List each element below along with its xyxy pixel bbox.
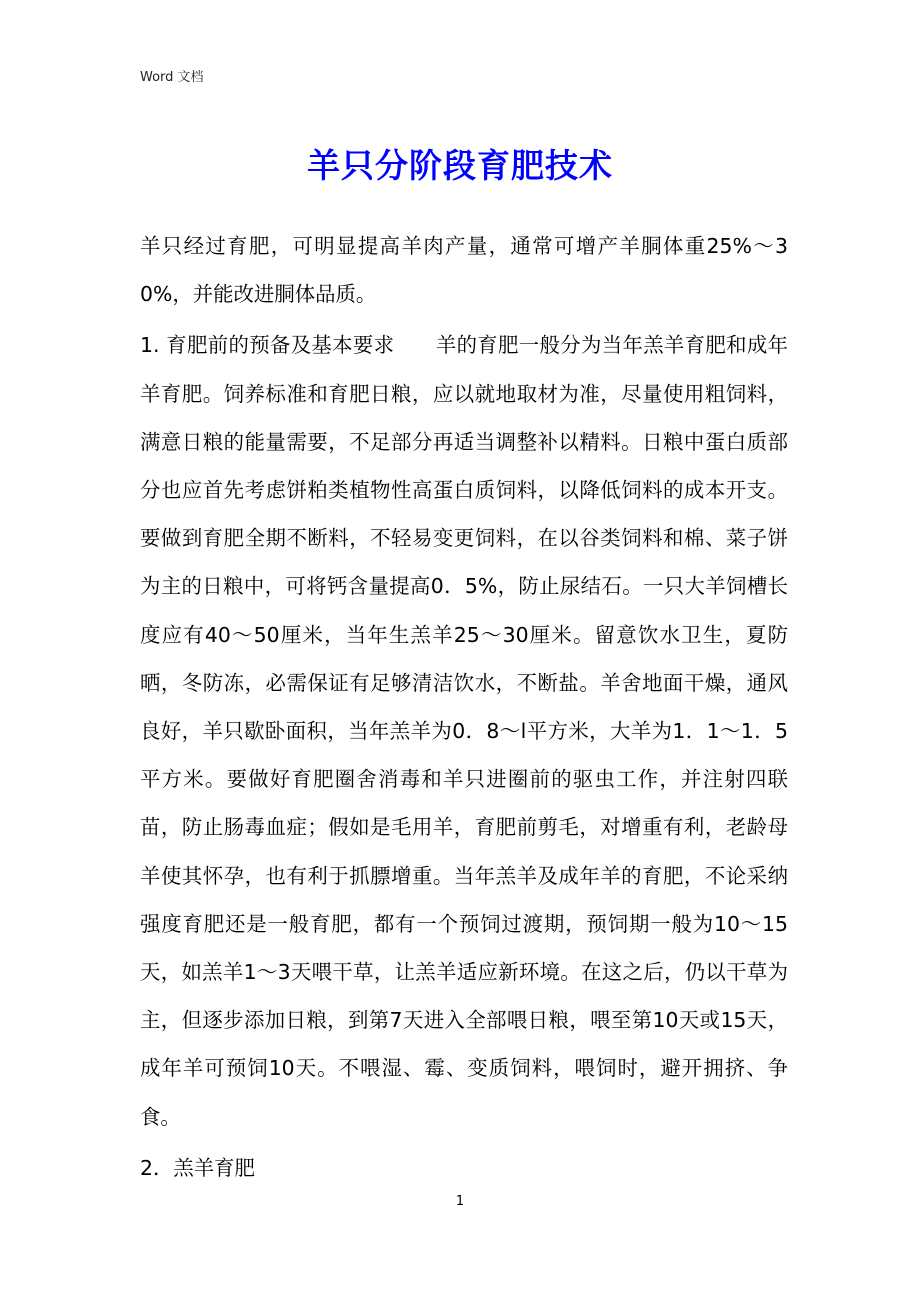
document-body: [140, 222, 788, 1192]
document-header-label: Word 文档: [140, 70, 204, 85]
section-1-paragraph: 1. 育肥前的预备及基本要求 羊的育肥一般分为当年羔羊育肥和成年羊育肥。饲养标准和育肥日粮，应以就地取材为准，尽量使用粗饲料，满意日粮的能量需要，不足部分再适当调整补以精料。日粮中蛋白质部分也应首先考虑饼粕类植物性高蛋白质饲料，以降低饲料的成本开支。要做到育肥全期不断料，不轻易变更饲料，在以谷类饲料和棉、菜子饼为主的日粮中，可将钙含量提高0．5%，防止尿结石。一只大羊饲槽长度应有40～50厘米，当年生羔羊25～30厘米。留意饮水卫生，夏防晒，冬防冻，必需保证有足够清洁饮水，不断盐。羊舍地面干燥，通风良好，羊只歇卧面积，当年羔羊为0．8～l平方米，大羊为1．1～1．5平方米。要做好育肥圈舍消毒和羊只进圈前的驱虫工作，并注射四联苗，防止肠毒血症；假如是毛用羊，育肥前剪毛，对增重有利，老龄母羊使其怀孕，也有利于抓膘增重。当年羔羊及成年羊的育肥，不论采纳强度育肥还是一般育肥，都有一个预饲过渡期，预饲期一般为10～15天，如羔羊1～3天喂干草，让羔羊适应新环境。在这之后，仍以干草为主，但逐步添加日粮，到第7天进入全部喂日粮，喂至第10天或15天，成年羊可预饲10天。不喂湿、霉、变质饲料，喂饲时，避开拥挤、争食。: [140, 333, 788, 1129]
intro-paragraph: 羊只经过育肥，可明显提高羊肉产量，通常可增产羊胴体重25%～30%，并能改进胴体品质。: [140, 234, 788, 307]
section-2-heading: 2．羔羊育肥: [140, 1155, 255, 1180]
page-number: 1: [455, 1194, 465, 1209]
document-title: 羊只分阶段育肥技术: [307, 146, 613, 185]
